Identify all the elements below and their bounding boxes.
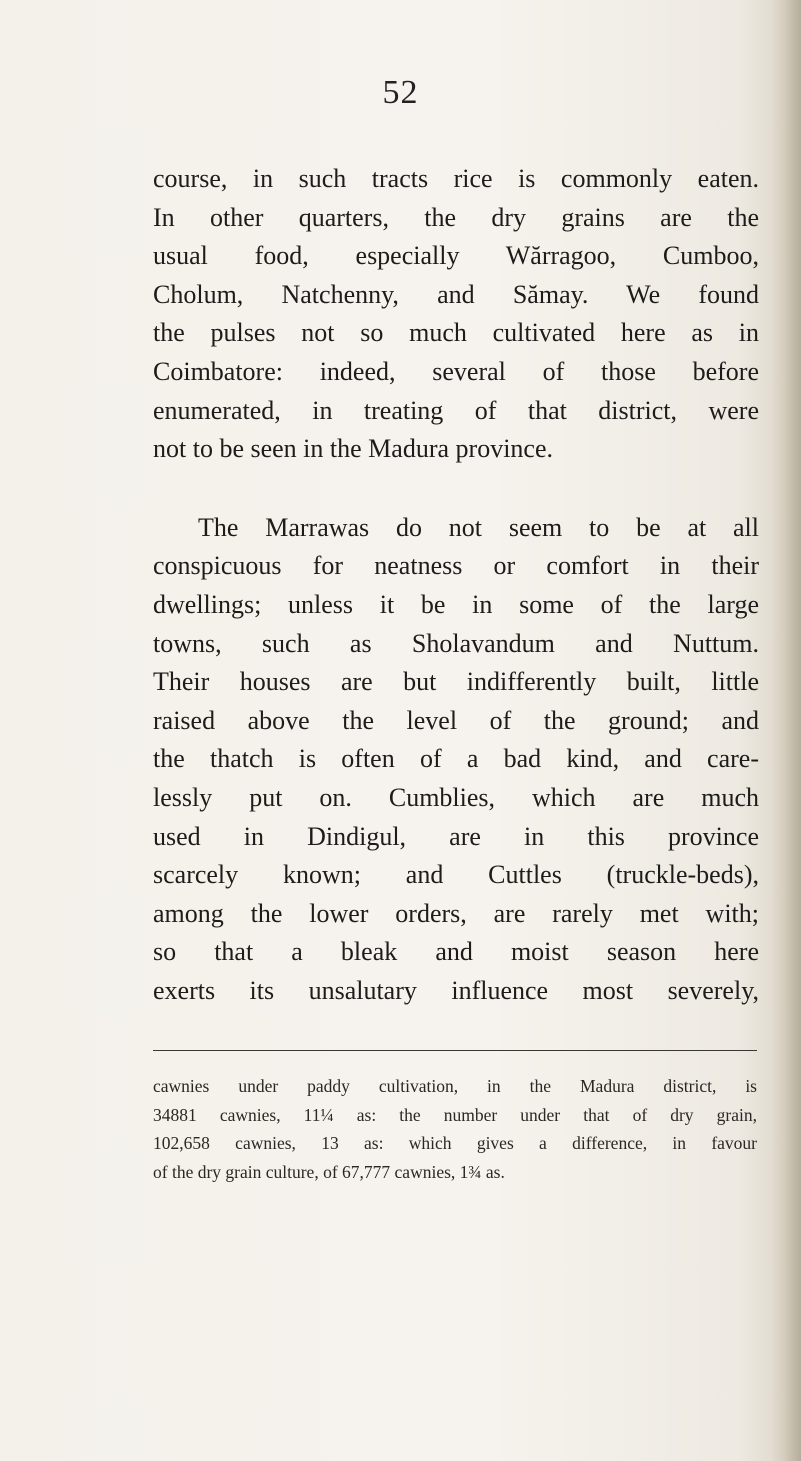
text-line: The Marrawas do not seem to be at all xyxy=(198,512,759,542)
text-line: Coimbatore: indeed, several of those before xyxy=(153,356,759,386)
text-line: Cholum, Natchenny, and Sămay. We found xyxy=(153,279,759,309)
footnote-rule xyxy=(153,1050,757,1051)
text-line: course, in such tracts rice is commonly eaten. xyxy=(153,164,759,193)
text-line: In other quarters, the dry grains are the xyxy=(153,202,759,232)
text-line: usual food, especially Wărragoo, Cumboo, xyxy=(153,241,759,271)
page-number: 52 xyxy=(382,74,419,111)
paragraph-gap xyxy=(153,469,759,509)
text-line: the thatch is often of a bad kind, and care- xyxy=(153,744,759,774)
text-line: among the lower orders, are rarely met with; xyxy=(153,898,759,928)
text-line: dwellings; unless it be in some of the large xyxy=(153,589,759,619)
text-line: Their houses are but indifferently built, little xyxy=(153,667,759,697)
text-line: not to be seen in the Madura province. xyxy=(153,434,553,464)
text-line: scarcely known; and Cuttles (truckle-beds), xyxy=(153,860,759,890)
body-text xyxy=(153,160,759,1010)
footnote-line: 34881 cawnies, 11¼ as: the number under that of dry grain, xyxy=(153,1104,757,1125)
paragraph-2 xyxy=(153,509,759,1011)
text-line: towns, such as Sholavandum and Nuttum. xyxy=(153,628,759,658)
text-line: used in Dindigul, are in this province xyxy=(153,821,759,851)
text-line: enumerated, in treating of that district, were xyxy=(153,395,759,425)
text-line: the pulses not so much cultivated here as in xyxy=(153,318,759,348)
footnote-line: cawnies under paddy cultivation, in the Madura district, is xyxy=(153,1076,757,1096)
text-line: exerts its unsalutary influence most severely, xyxy=(153,975,759,1005)
footnote-line: of the dry grain culture, of 67,777 cawnies, 1¾ as. xyxy=(153,1162,505,1183)
text-line: lessly put on. Cumblies, which are much xyxy=(153,782,759,812)
footnote xyxy=(153,1072,757,1187)
text-line: conspicuous for neatness or comfort in their xyxy=(153,551,759,581)
text-line: raised above the level of the ground; and xyxy=(153,705,759,735)
text-line: so that a bleak and moist season here xyxy=(153,937,759,967)
footnote-line: 102,658 cawnies, 13 as: which gives a difference, in favour xyxy=(153,1133,757,1154)
page-edge-shadow xyxy=(771,0,801,1461)
paragraph-1 xyxy=(153,160,759,469)
